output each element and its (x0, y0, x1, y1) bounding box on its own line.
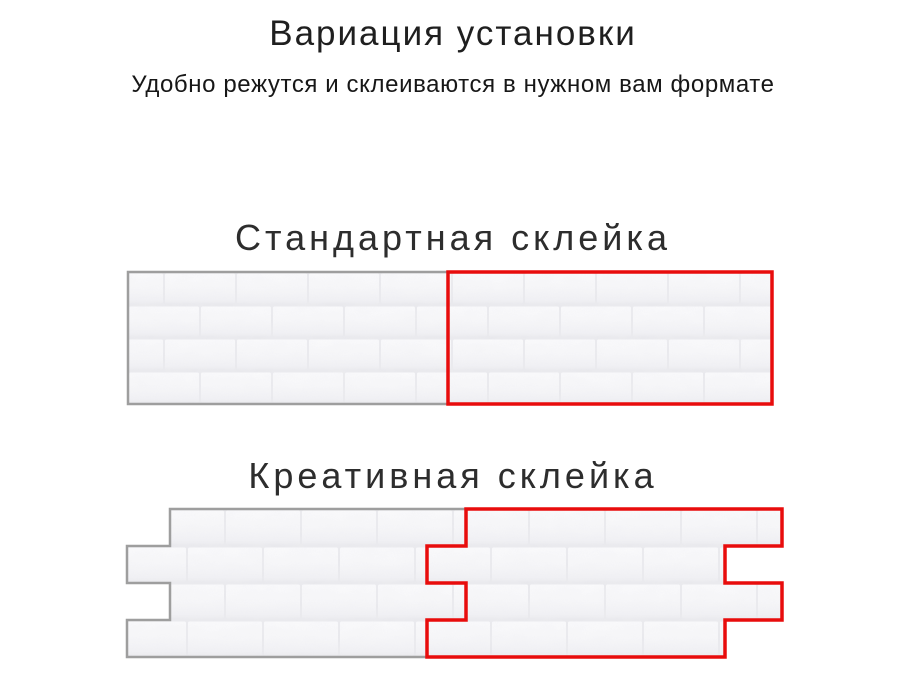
standard-right-panel-bricks (448, 272, 772, 404)
standard-left-panel-bricks (128, 272, 448, 404)
page-title: Вариация установки (269, 14, 637, 53)
creative-left-panel-bricks (127, 509, 466, 657)
section-heading-creative-gluing: Креативная склейка (248, 455, 658, 496)
page-subtitle: Удобно режутся и склеиваются в нужном вам формате (131, 71, 775, 98)
section-heading-standard-gluing: Стандартная склейка (235, 217, 671, 258)
brick-texture-layer (127, 272, 782, 657)
